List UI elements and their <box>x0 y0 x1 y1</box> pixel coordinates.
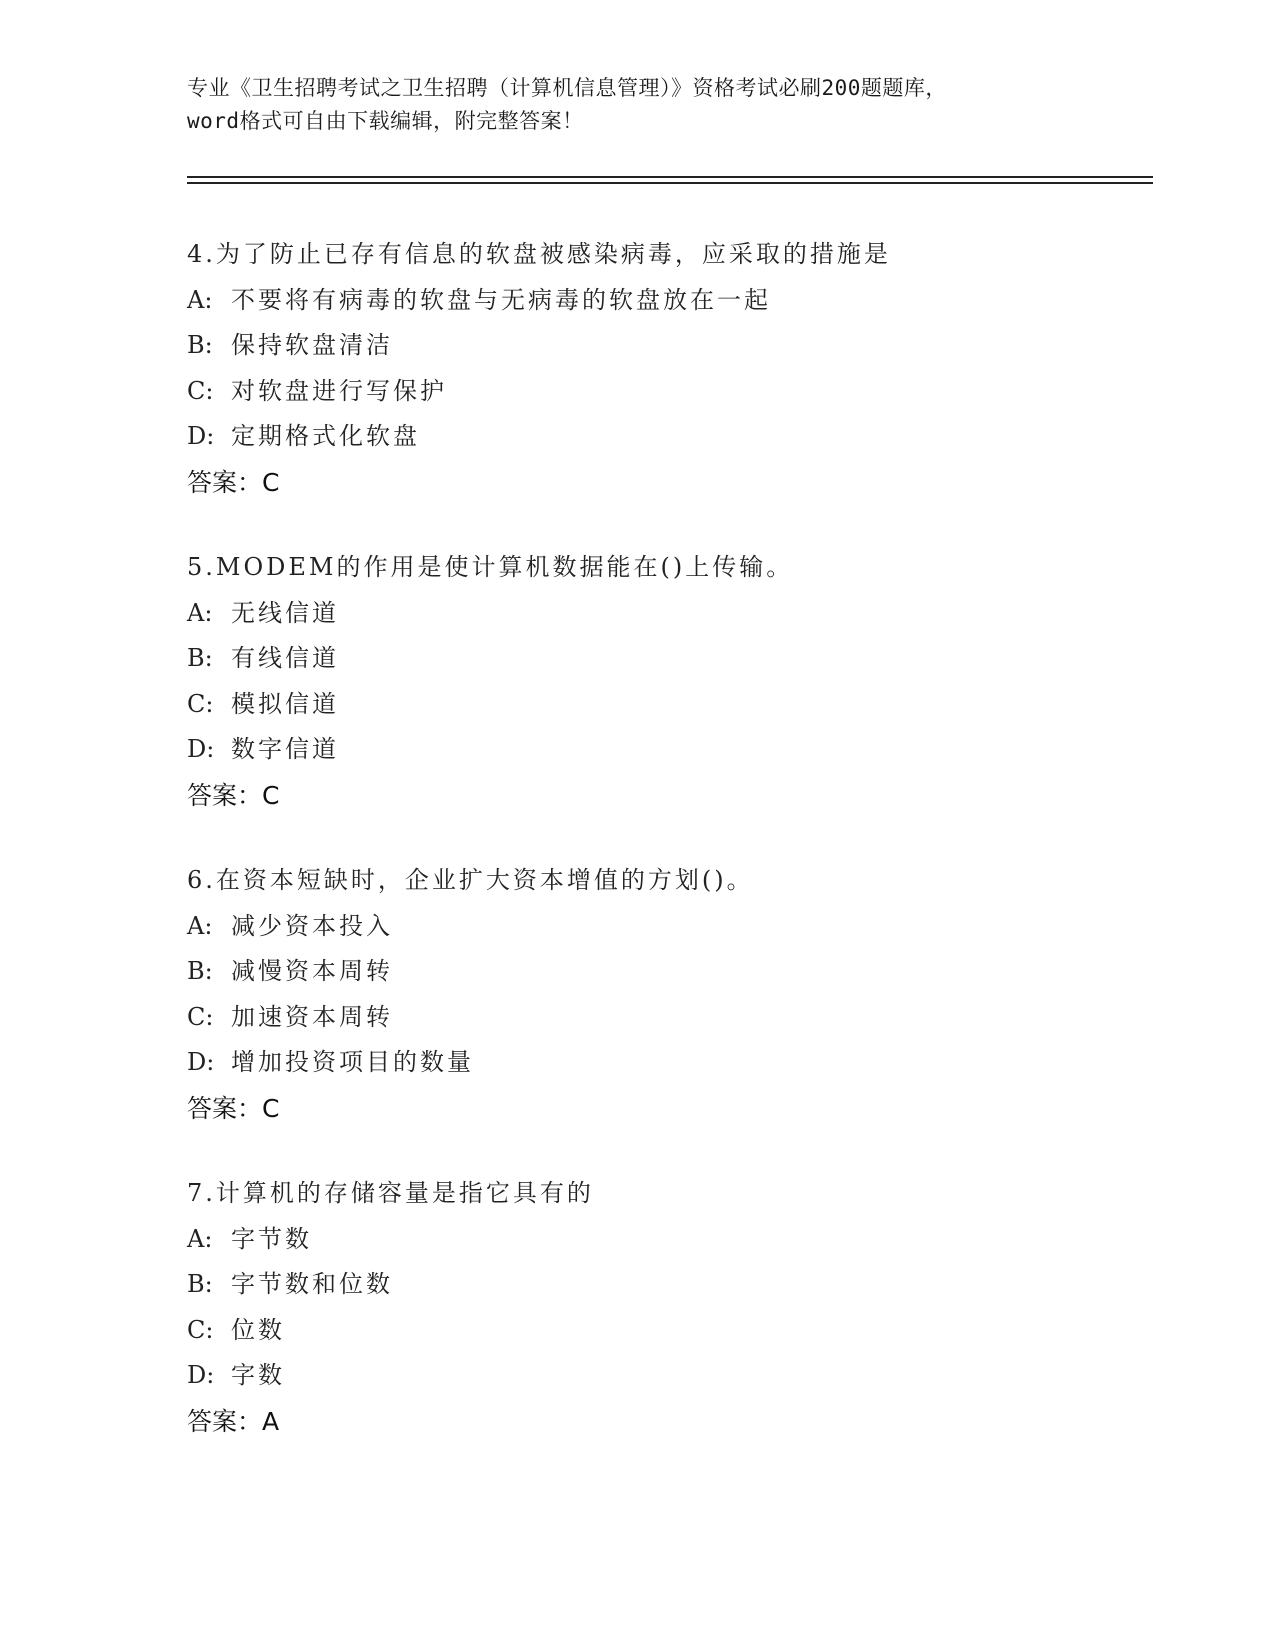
question-stem: 7.计算机的存储容量是指它具有的 <box>187 1179 594 1207</box>
document-header <box>187 72 1087 138</box>
option-letter: A: <box>187 598 213 627</box>
question-5 <box>187 545 1147 818</box>
question-6 <box>187 858 1147 1131</box>
option-letter: A: <box>187 1224 213 1253</box>
option-text: 数字信道 <box>231 735 339 763</box>
question-stem: 5.MODEM的作用是使计算机数据能在()上传输。 <box>187 553 794 581</box>
option-text: 减少资本投入 <box>231 911 393 940</box>
question-4 <box>187 232 1147 505</box>
answer-value: C <box>262 780 280 810</box>
option-b <box>187 949 1147 995</box>
option-text: 减慢资本周转 <box>231 957 393 985</box>
option-c <box>187 1308 1147 1354</box>
option-letter: B: <box>187 957 213 985</box>
option-text: 定期格式化软盘 <box>231 422 420 450</box>
option-d <box>187 1353 1147 1399</box>
option-text: 加速资本周转 <box>231 1002 393 1031</box>
answer-label: 答案： <box>187 467 263 497</box>
option-letter: B: <box>187 1270 213 1298</box>
answer-line <box>187 460 1147 506</box>
option-letter: B: <box>187 644 213 672</box>
question-list <box>187 232 1147 1484</box>
header-divider-top <box>187 176 1153 178</box>
option-letter: B: <box>187 331 213 359</box>
answer-value: C <box>262 1093 280 1123</box>
option-text: 模拟信道 <box>231 689 339 718</box>
question-stem: 6.在资本短缺时，企业扩大资本增值的方划()。 <box>187 866 754 894</box>
option-letter: D: <box>187 422 215 450</box>
option-a <box>187 591 1147 637</box>
option-text: 增加投资项目的数量 <box>231 1048 474 1076</box>
header-title-line-1: 专业《卫生招聘考试之卫生招聘（计算机信息管理）》资格考试必刷200题题库， <box>187 76 947 100</box>
option-d <box>187 727 1147 773</box>
option-b <box>187 323 1147 369</box>
answer-label: 答案： <box>187 780 263 810</box>
option-a <box>187 278 1147 324</box>
option-letter: D: <box>187 735 215 763</box>
question-7 <box>187 1171 1147 1444</box>
question-stem: 4.为了防止已存有信息的软盘被感染病毒，应采取的措施是 <box>187 240 891 268</box>
option-text: 对软盘进行写保护 <box>231 376 447 405</box>
option-a <box>187 904 1147 950</box>
option-letter: D: <box>187 1048 215 1076</box>
option-letter: A: <box>187 911 213 940</box>
answer-label: 答案： <box>187 1406 263 1436</box>
option-letter: C: <box>187 1315 214 1344</box>
option-d <box>187 414 1147 460</box>
option-b <box>187 1262 1147 1308</box>
answer-value: A <box>262 1406 280 1436</box>
option-b <box>187 636 1147 682</box>
answer-value: C <box>262 467 280 497</box>
option-c <box>187 995 1147 1041</box>
header-title-line-2: word格式可自由下载编辑，附完整答案！ <box>187 109 584 133</box>
option-text: 字节数和位数 <box>231 1270 393 1298</box>
option-letter: C: <box>187 1002 214 1031</box>
option-letter: C: <box>187 376 214 405</box>
option-a <box>187 1217 1147 1263</box>
option-letter: A: <box>187 285 213 314</box>
option-text: 无线信道 <box>231 598 339 627</box>
option-letter: D: <box>187 1361 215 1389</box>
option-text: 字数 <box>231 1361 285 1389</box>
header-divider-bottom <box>187 182 1153 184</box>
option-letter: C: <box>187 689 214 718</box>
answer-line <box>187 1086 1147 1132</box>
answer-line <box>187 1399 1147 1445</box>
option-text: 保持软盘清洁 <box>231 331 393 359</box>
option-text: 有线信道 <box>231 644 339 672</box>
option-c <box>187 369 1147 415</box>
option-text: 位数 <box>231 1315 285 1344</box>
option-text: 字节数 <box>231 1224 312 1253</box>
answer-label: 答案： <box>187 1093 263 1123</box>
option-d <box>187 1040 1147 1086</box>
answer-line <box>187 773 1147 819</box>
option-c <box>187 682 1147 728</box>
option-text: 不要将有病毒的软盘与无病毒的软盘放在一起 <box>231 285 771 314</box>
